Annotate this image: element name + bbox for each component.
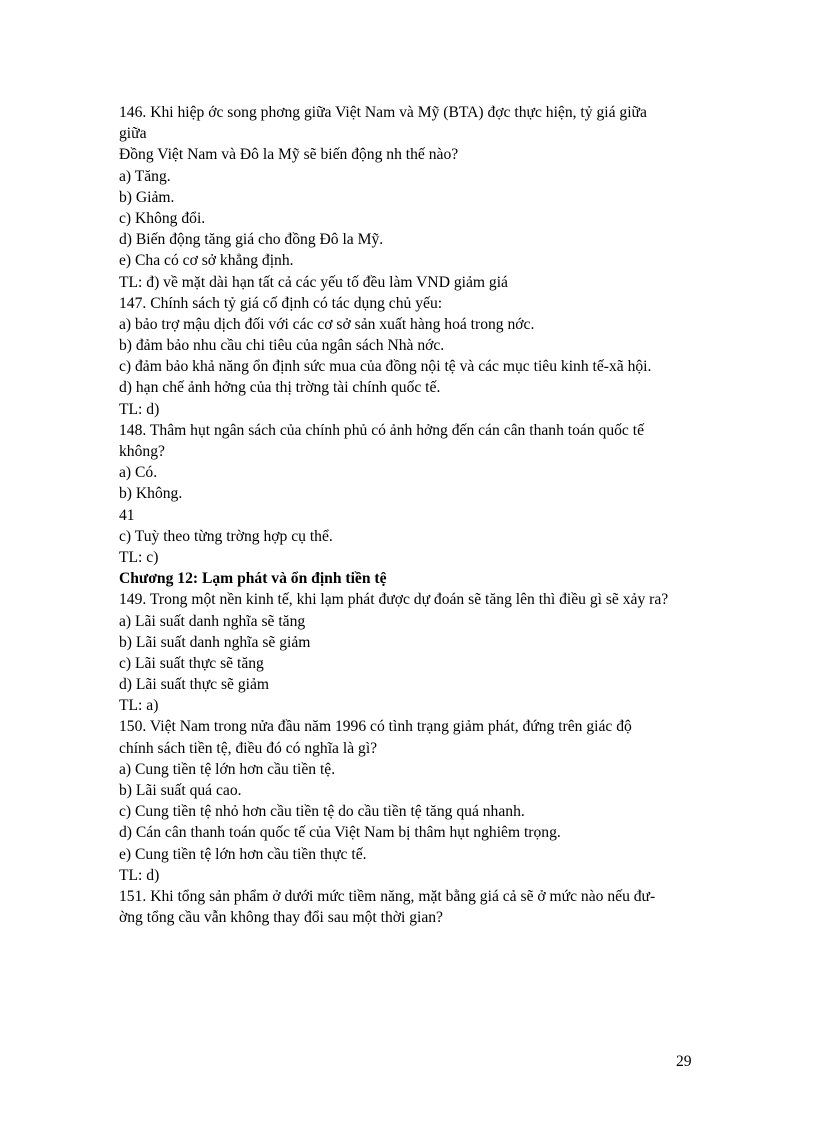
- option-a: a) bảo trợ mậu dịch đối với các cơ sở sản xuất hàng hoá trong nớc.: [119, 315, 535, 333]
- answer-146: TL: đ) về mặt dài hạn tất cả các yếu tố đều làm VND giảm giá: [119, 273, 508, 291]
- question-149: 149. Trong một nền kinh tế, khi lạm phát được dự đoán sẽ tăng lên thì điều gì sẽ xảy ra?: [119, 591, 669, 609]
- question-150-line-2: chính sách tiền tệ, điều đó có nghĩa là gì?: [119, 739, 378, 757]
- page-number: 29: [676, 1053, 692, 1070]
- question-146-line-1: 146. Khi hiệp ớc song phơng giữa Việt Nam và Mỹ (BTA) đợc thực hiện, tỷ giá giữa: [119, 104, 647, 121]
- option-c: c) Cung tiền tệ nhỏ hơn cầu tiền tệ do cầu tiền tệ tăng quá nhanh.: [119, 803, 525, 821]
- answer-147: TL: d): [119, 400, 160, 418]
- question-151-line-1: 151. Khi tổng sản phẩm ở dưới mức tiềm năng, mặt bằng giá cả sẽ ở mức nào nếu đư-: [119, 887, 656, 905]
- option-a: a) Có.: [119, 464, 158, 482]
- option-b: b) Giảm.: [119, 188, 175, 206]
- option-d: d) hạn chế ảnh hởng của thị trờng tài chính quốc tế.: [119, 379, 441, 397]
- option-b: b) Lãi suất quá cao.: [119, 782, 242, 799]
- question-150-line-1: 150. Việt Nam trong nửa đầu năm 1996 có tình trạng giảm phát, đứng trên giác độ: [119, 718, 632, 736]
- answer-150: TL: d): [119, 866, 160, 884]
- option-d: d) Biến động tăng giá cho đồng Đô la Mỹ.: [119, 231, 384, 249]
- option-c: c) Lãi suất thực sẽ tăng: [119, 654, 264, 672]
- option-c: c) đảm bảo khả năng ổn định sức mua của đồng nội tệ và các mục tiêu kinh tế-xã hội.: [119, 358, 652, 376]
- question-147: 147. Chính sách tỷ giá cố định có tác dụng chủ yếu:: [119, 294, 443, 312]
- question-146-wrap-giua: giữa: [119, 125, 147, 143]
- answer-148: TL: c): [119, 548, 159, 566]
- question-148-line-1: 148. Thâm hụt ngân sách của chính phủ có ảnh hởng đến cán cân thanh toán quốc tế: [119, 421, 644, 439]
- option-a: a) Tăng.: [119, 167, 171, 185]
- question-151-line-2: ờng tổng cầu vẫn không thay đổi sau một thời gian?: [119, 909, 443, 927]
- question-148-line-2: không?: [119, 443, 165, 460]
- option-b: b) đảm bảo nhu cầu chi tiêu của ngân sách Nhà nớc.: [119, 337, 445, 355]
- option-b: b) Lãi suất danh nghĩa sẽ giảm: [119, 633, 311, 651]
- option-c: c) Tuỳ theo từng trờng hợp cụ thể.: [119, 527, 333, 545]
- page-content: [119, 102, 704, 928]
- question-146-line-2: Đồng Việt Nam và Đô la Mỹ sẽ biến động nh thế nào?: [119, 146, 459, 164]
- option-a: a) Lãi suất danh nghĩa sẽ tăng: [119, 612, 306, 630]
- option-b: b) Không.: [119, 485, 183, 503]
- chapter-heading: Chương 12: Lạm phát và ổn định tiền tệ: [119, 570, 387, 588]
- option-c: c) Không đổi.: [119, 209, 206, 227]
- option-a: a) Cung tiền tệ lớn hơn cầu tiền tệ.: [119, 760, 336, 778]
- source-page-number: 41: [119, 506, 135, 524]
- option-d: d) Lãi suất thực sẽ giảm: [119, 676, 270, 694]
- answer-149: TL: a): [119, 697, 159, 715]
- option-d: d) Cán cân thanh toán quốc tế của Việt Nam bị thâm hụt nghiêm trọng.: [119, 824, 561, 842]
- option-e: e) Cha có cơ sở khẳng định.: [119, 252, 294, 270]
- option-e: e) Cung tiền tệ lớn hơn cầu tiền thực tế.: [119, 845, 367, 863]
